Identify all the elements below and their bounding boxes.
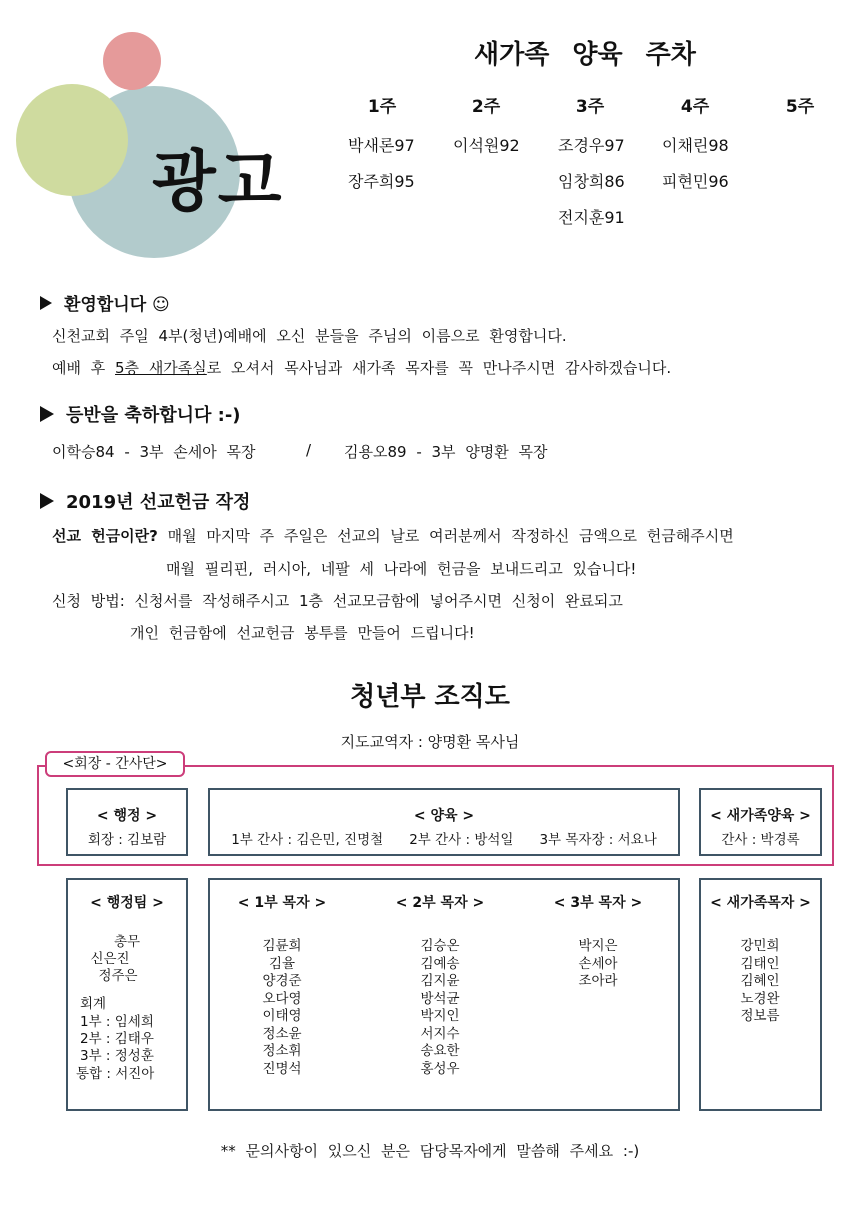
triangle-bullet-icon	[40, 493, 54, 509]
accounting-label: 회계	[80, 996, 107, 1012]
accounting-member: 통합 : 서진아	[76, 1066, 155, 1082]
general-member: 신은진	[90, 951, 130, 967]
mission-how: 신청 방법: 신청서를 작성해주시고 1층 선교모금함에 넣어주시면 신청이 완료되고	[52, 592, 623, 610]
accounting-member: 1부 : 임세희	[80, 1014, 154, 1030]
ad-title: 광고	[152, 143, 284, 220]
newfamily-nurture-title: < 새가족양육 >	[710, 808, 811, 824]
triangle-bullet-icon	[40, 406, 54, 422]
decor-circle-pink	[103, 32, 161, 90]
promotion-item-2: 김용오89 - 3부 양명환 목장	[344, 443, 548, 461]
list-item: 정소윤	[262, 1025, 302, 1042]
newfamily-leaders-title: < 새가족목자 >	[710, 895, 811, 911]
list-item: 손세아	[578, 955, 618, 972]
list-item: 진명석	[262, 1060, 302, 1077]
leaders3-list	[558, 938, 638, 991]
admin-text: 회장 : 김보람	[87, 832, 167, 848]
list-item: 김지윤	[420, 973, 460, 989]
welcome-heading: 환영합니다 ☺	[40, 290, 170, 315]
list-item: 노경완	[740, 990, 780, 1007]
promotion-item-1: 이학승84 - 3부 손세아 목장	[52, 443, 256, 461]
admin-team-title: < 행정팀 >	[90, 895, 164, 911]
general-label: 총무	[113, 934, 141, 950]
nurture-text: 1부 간사 : 김은민, 진명철 2부 간사 : 방석일 3부 목자장 : 서요나	[231, 832, 657, 848]
list-item: 김승온	[420, 938, 460, 954]
mission-question-cont: 매월 필리핀, 러시아, 네팔 세 나라에 헌금을 보내드리고 있습니다!	[166, 560, 637, 578]
nurture-box	[208, 788, 680, 856]
list-item: 박지인	[420, 1008, 460, 1024]
leaders2-list	[400, 938, 480, 1078]
w1-name: 장주희95	[348, 172, 415, 191]
week-4: 4주	[680, 97, 710, 117]
list-item: 김예송	[420, 955, 460, 972]
promotion-separator: /	[306, 441, 312, 459]
leadership-group-label: <회장 - 간사단>	[45, 751, 185, 777]
week-5: 5주	[785, 97, 815, 117]
week-3: 3주	[575, 97, 605, 117]
promotion-heading: 등반을 축하합니다 :-)	[40, 401, 241, 427]
new-family-room-link: 5층 새가족실	[115, 359, 207, 377]
mission-heading: 2019년 선교헌금 작정	[40, 488, 250, 514]
list-item: 홍성우	[420, 1060, 460, 1077]
page-heading: 새가족 양육 주차	[474, 40, 696, 70]
welcome-line-2: 예배 후 5층 새가족실로 오셔서 목사님과 새가족 목자를 꼭 만나주시면 감사하겠습니다.	[52, 359, 672, 377]
w3-name: 조경우97	[558, 136, 625, 155]
accounting-member: 2부 : 김태우	[80, 1031, 154, 1047]
mission-question: 선교 헌금이란? 매월 마지막 주 주일은 선교의 날로 여러분께서 작정하신 금액으로 헌금해주시면	[52, 527, 734, 545]
newfamily-nurture-box	[699, 788, 822, 856]
w2-name: 이석원92	[453, 136, 520, 155]
leaders2-title: < 2부 목자 >	[395, 895, 485, 911]
decor-circle-green	[16, 84, 128, 196]
list-item: 방석균	[420, 990, 460, 1007]
leaders1-title: < 1부 목자 >	[237, 895, 327, 911]
list-item: 양경준	[262, 973, 302, 989]
list-item: 정보름	[740, 1008, 780, 1024]
w1-name: 박새론97	[348, 136, 415, 155]
accounting-member: 3부 : 정성훈	[80, 1048, 154, 1064]
list-item: 조아라	[578, 973, 618, 989]
list-item: 송요한	[420, 1043, 460, 1059]
org-title: 청년부 조직도	[350, 682, 510, 712]
w3-name: 전지훈91	[558, 208, 625, 227]
week-1: 1주	[367, 97, 397, 117]
w3-name: 임창희86	[558, 172, 625, 191]
w4-name: 이채린98	[662, 136, 729, 155]
nurture-title: < 양육 >	[413, 808, 475, 824]
list-item: 강민희	[740, 938, 780, 954]
admin-title: < 행정 >	[96, 808, 158, 824]
list-item: 오다영	[262, 990, 302, 1007]
newfamily-nurture-text: 간사 : 박경록	[721, 832, 800, 848]
leaders3-title: < 3부 목자 >	[553, 895, 643, 911]
list-item: 정소휘	[262, 1043, 302, 1059]
list-item: 박지은	[578, 938, 618, 954]
list-item: 김율	[268, 955, 296, 972]
admin-box	[66, 788, 188, 856]
list-item: 서지수	[420, 1025, 460, 1042]
newfamily-leaders-list	[720, 938, 800, 1026]
leaders1-list	[242, 938, 322, 1078]
list-item: 이태영	[262, 1008, 302, 1024]
list-item: 김태인	[740, 955, 780, 972]
mission-how-cont: 개인 헌금함에 선교헌금 봉투를 만들어 드립니다!	[130, 624, 475, 642]
list-item: 김륜희	[262, 938, 302, 954]
org-pastor: 지도교역자 : 양명환 목사님	[340, 733, 520, 751]
general-member: 정주은	[98, 968, 138, 984]
list-item: 김혜인	[740, 973, 780, 989]
week-2: 2주	[471, 97, 501, 117]
triangle-bullet-icon	[40, 296, 52, 310]
footer-note: ** 문의사항이 있으신 분은 담당목자에게 말씀해 주세요 :-)	[220, 1142, 640, 1160]
w4-name: 피현민96	[662, 172, 729, 191]
welcome-line-1: 신천교회 주일 4부(청년)예배에 오신 분들을 주님의 이름으로 환영합니다.	[52, 327, 567, 345]
